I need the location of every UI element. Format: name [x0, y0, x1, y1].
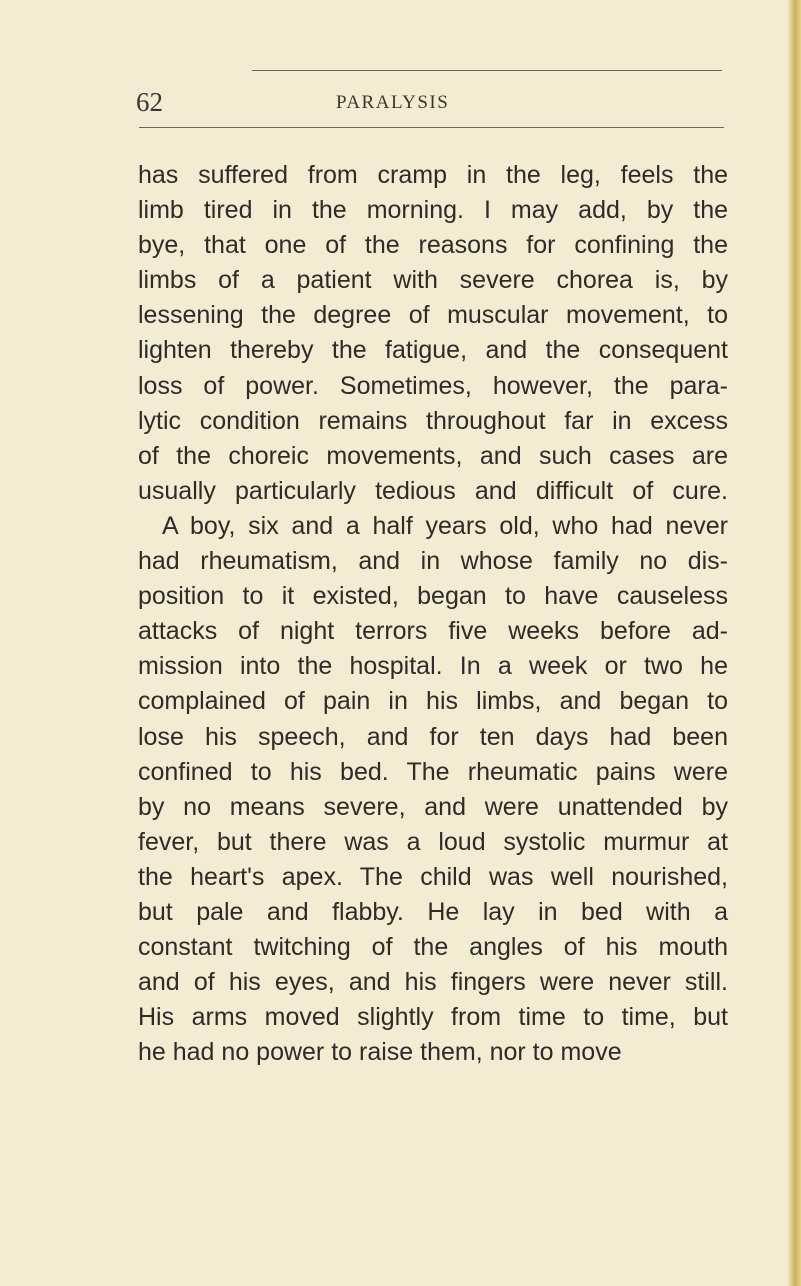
- text-line: has suffered from cramp in the leg, feels the: [138, 161, 728, 189]
- text-line: but pale and flabby. He lay in bed with a: [138, 897, 728, 926]
- text-line: lytic condition remains throughout far in excess: [138, 406, 728, 435]
- text-line: confined to his bed. The rheumatic pains were: [138, 757, 728, 786]
- text-line: loss of power. Sometimes, however, the para-: [138, 371, 728, 400]
- text-line: His arms moved slightly from time to time, but: [138, 1003, 728, 1032]
- text-line: limb tired in the morning. I may add, by the: [138, 196, 728, 225]
- text-line: the heart's apex. The child was well nourished,: [138, 862, 728, 891]
- text-line: constant twitching of the angles of his mouth: [138, 933, 728, 962]
- text-line: fever, but there was a loud systolic murmur at: [138, 827, 728, 856]
- header-top-rule: [252, 70, 722, 71]
- text-line: he had no power to raise them, nor to move: [138, 1038, 622, 1067]
- text-line: of the choreic movements, and such cases are: [138, 441, 728, 470]
- page-edge: [787, 0, 801, 1286]
- text-line: bye, that one of the reasons for confining the: [138, 231, 728, 260]
- text-line: attacks of night terrors five weeks before ad-: [138, 617, 728, 646]
- text-line: usually particularly tedious and difficult of cure.: [138, 476, 728, 505]
- text-line: complained of pain in his limbs, and began to: [138, 687, 728, 716]
- page-number: 62: [136, 87, 163, 117]
- text-line: had rheumatism, and in whose family no dis-: [138, 547, 728, 576]
- text-line: position to it existed, began to have causeless: [138, 582, 728, 611]
- header-bottom-rule: [139, 127, 724, 128]
- text-line: by no means severe, and were unattended by: [138, 792, 728, 821]
- text-line: lighten thereby the fatigue, and the consequent: [138, 336, 728, 365]
- text-line: lose his speech, and for ten days had been: [138, 722, 728, 751]
- text-line: limbs of a patient with severe chorea is, by: [138, 266, 728, 295]
- paragraph-start-line: A boy, six and a half years old, who had never: [162, 511, 728, 540]
- text-line: mission into the hospital. In a week or two he: [138, 652, 728, 681]
- text-line: lessening the degree of muscular movement, to: [138, 301, 728, 330]
- body-text: [138, 158, 728, 1070]
- text-line: and of his eyes, and his fingers were never still.: [138, 968, 728, 997]
- running-title: PARALYSIS: [336, 92, 450, 113]
